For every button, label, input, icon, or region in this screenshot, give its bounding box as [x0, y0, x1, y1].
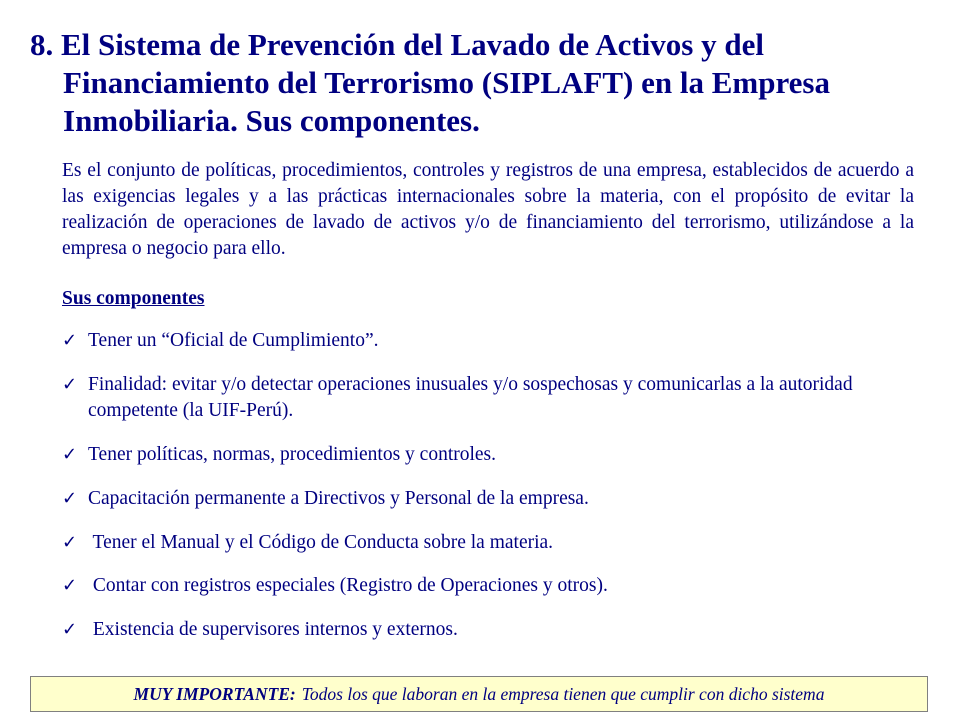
list-item	[62, 372, 922, 424]
list-item-text: Contar con registros especiales (Registro de Operaciones y otros).	[88, 575, 608, 596]
page-title: 8. El Sistema de Prevención del Lavado de Activos y del Financiamiento del Terrorismo (SIPLAFT) en la Empresa Inmobiliaria. Sus componentes.	[30, 27, 830, 138]
intro-paragraph: Es el conjunto de políticas, procedimientos, controles y registros de una empresa, establecidos de acuerdo a las exigencias legales y a las prácticas internacionales sobre la materia, con el propósito de evitar la realización de operaciones de lavado de activos y/o de financiamiento del terrorismo, utilizándose a la empresa o negocio para ello.	[62, 160, 914, 259]
list-item	[62, 573, 922, 599]
checkmark-icon: ✓	[62, 488, 78, 509]
checkmark-icon: ✓	[62, 575, 78, 596]
checkmark-icon: ✓	[62, 374, 78, 395]
list-item	[62, 617, 922, 643]
list-item	[62, 486, 922, 512]
notice-label: MUY IMPORTANTE:	[133, 683, 296, 704]
checkmark-icon: ✓	[62, 532, 78, 553]
checkmark-icon: ✓	[62, 444, 78, 465]
list-item-text: Tener políticas, normas, procedimientos y controles.	[88, 444, 497, 465]
list-item-text: Tener el Manual y el Código de Conducta sobre la materia.	[88, 532, 554, 553]
list-item	[62, 328, 922, 354]
list-item-text: Existencia de supervisores internos y externos.	[88, 619, 458, 640]
notice-text: Todos los que laboran en la empresa tienen que cumplir con dicho sistema	[301, 683, 825, 704]
list-item-text: Capacitación permanente a Directivos y Personal de la empresa.	[88, 488, 589, 509]
components-heading: Sus componentes	[62, 288, 205, 309]
checkmark-icon: ✓	[62, 619, 78, 640]
checkmark-icon: ✓	[62, 330, 78, 351]
list-item-text: Finalidad: evitar y/o detectar operaciones inusuales y/o sospechosas y comunicarlas a la autoridad competente (la UIF-Perú).	[88, 374, 853, 421]
list-item	[62, 442, 922, 468]
list-item-text: Tener un “Oficial de Cumplimiento”.	[88, 330, 379, 351]
list-item	[62, 530, 922, 556]
important-notice-box	[30, 676, 928, 712]
